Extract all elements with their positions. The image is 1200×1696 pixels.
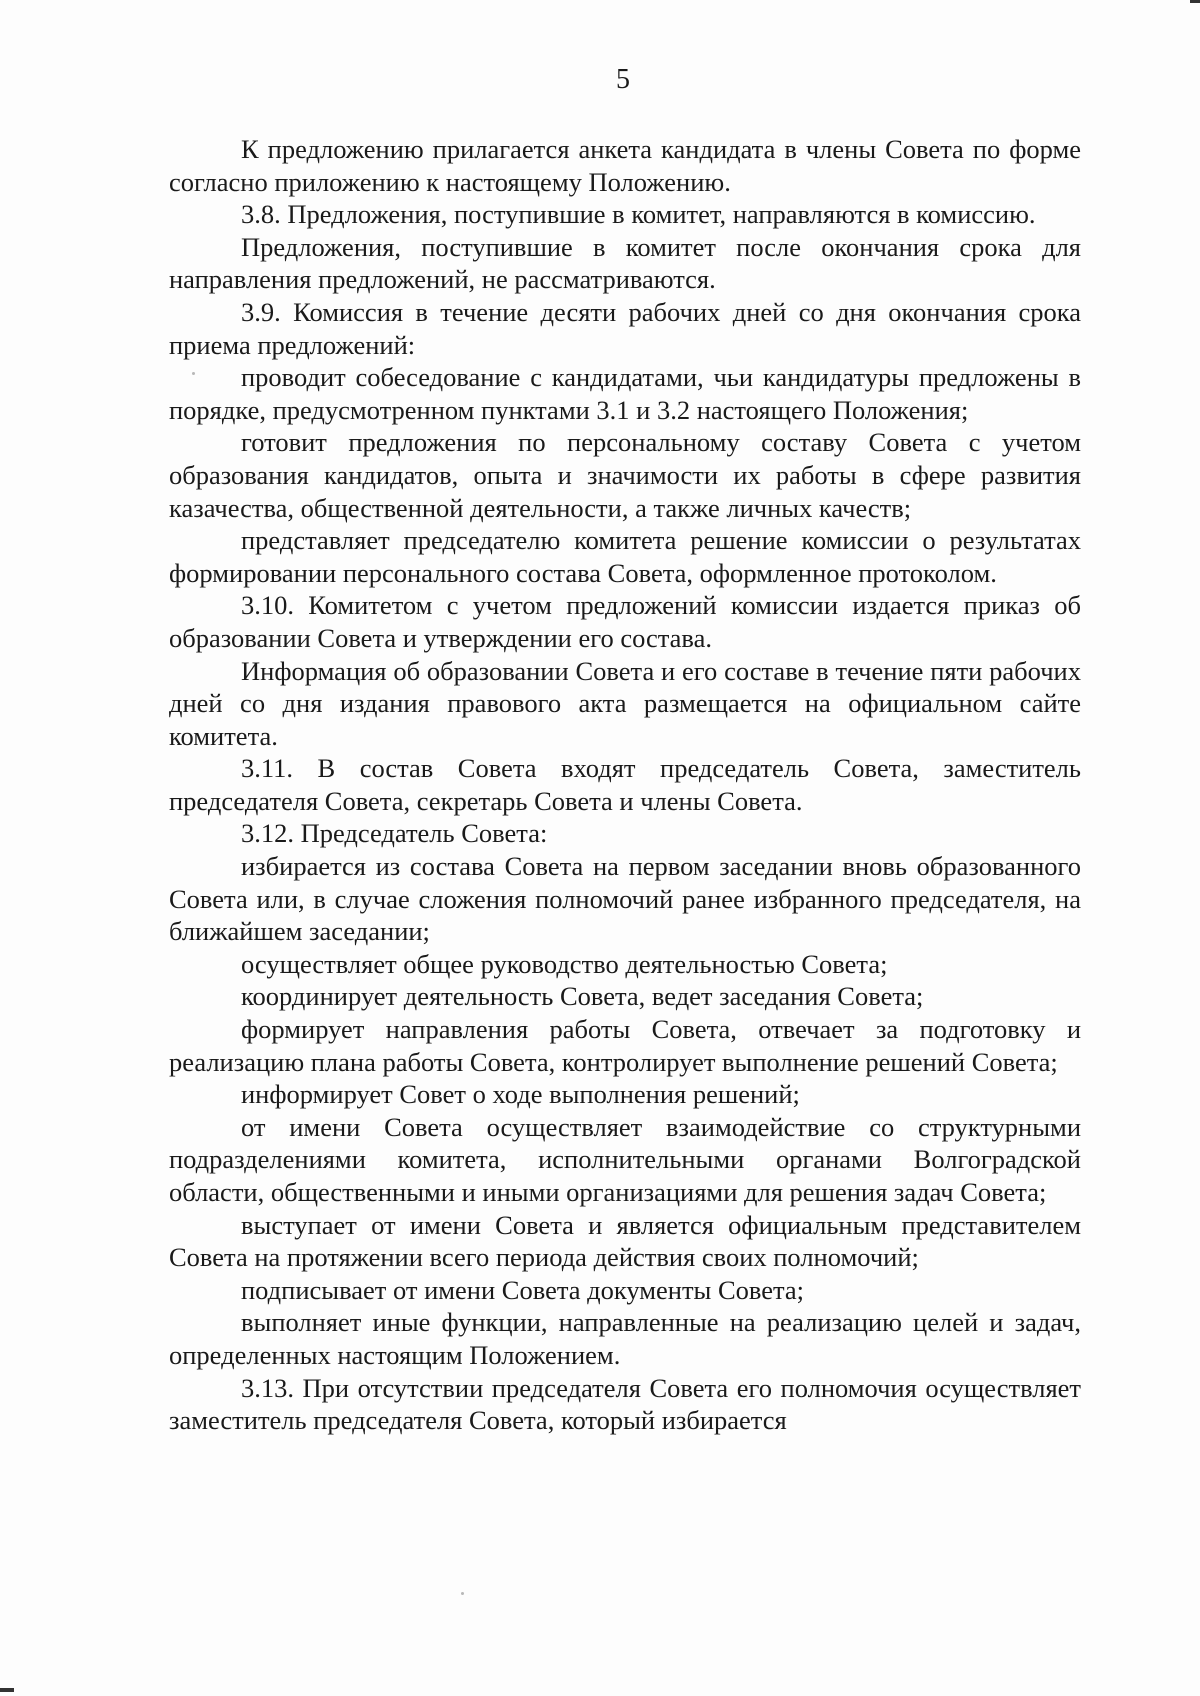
paragraph: от имени Совета осуществляет взаимодействие со структурными подразделениями комитета, исполнительными органами Волгоградской области, общественными и иными организациями для решения задач Совета; bbox=[169, 1111, 1081, 1207]
paragraph: координирует деятельность Совета, ведет заседания Совета; bbox=[241, 981, 924, 1012]
paragraph: представляет председателю комитета решение комиссии о результатах формировании персонального состава Совета, оформленное протоколом. bbox=[169, 525, 1081, 588]
scan-speck bbox=[192, 372, 195, 375]
paragraph: готовит предложения по персональному составу Совета с учетом образования кандидатов, опыта и значимости их работы в сфере развития казачества, общественной деятельности, а также личных качеств; bbox=[169, 427, 1081, 523]
paragraph: формирует направления работы Совета, отвечает за подготовку и реализацию плана работы Совета, контролирует выполнение решений Совета; bbox=[169, 1014, 1081, 1077]
document-body bbox=[169, 133, 1081, 1437]
paragraph: информирует Совет о ходе выполнения решений; bbox=[241, 1079, 800, 1110]
scan-edge-mark bbox=[1190, 0, 1200, 3]
paragraph: 3.8. Предложения, поступившие в комитет, направляются в комиссию. bbox=[241, 199, 1036, 230]
paragraph: 3.11. В состав Совета входят председатель Совета, заместитель председателя Совета, секретарь Совета и члены Совета. bbox=[169, 753, 1081, 816]
paragraph: 3.9. Комиссия в течение десяти рабочих дней со дня окончания срока приема предложений: bbox=[169, 296, 1081, 360]
paragraph: выступает от имени Совета и является официальным представителем Совета на протяжении всего периода действия своих полномочий; bbox=[169, 1209, 1081, 1273]
paragraph: 3.13. При отсутствии председателя Совета его полномочия осуществляет заместитель председателя Совета, который избирается bbox=[169, 1372, 1081, 1436]
paragraph: К предложению прилагается анкета кандидата в члены Совета по форме согласно приложению к настоящему Положению. bbox=[169, 134, 1081, 197]
paragraph: подписывает от имени Совета документы Совета; bbox=[241, 1274, 805, 1305]
paragraph: выполняет иные функции, направленные на реализацию целей и задач, определенных настоящим Положением. bbox=[169, 1307, 1081, 1370]
paragraph: 3.12. Председатель Совета: bbox=[241, 818, 548, 849]
paragraph: проводит собеседование с кандидатами, чьи кандидатуры предложены в порядке, предусмотренном пунктами 3.1 и 3.2 настоящего Положения; bbox=[169, 362, 1081, 425]
paragraph: Предложения, поступившие в комитет после окончания срока для направления предложений, не рассматриваются. bbox=[169, 231, 1081, 295]
scan-edge-mark bbox=[0, 1688, 14, 1692]
scan-speck bbox=[461, 1592, 464, 1595]
paragraph: осуществляет общее руководство деятельностью Совета; bbox=[241, 948, 888, 979]
paragraph: избирается из состава Совета на первом заседании вновь образованного Совета или, в случае сложения полномочий ранее избранного председателя, на ближайшем заседании; bbox=[169, 851, 1081, 947]
paragraph: 3.10. Комитетом с учетом предложений комиссии издается приказ об образовании Совета и утверждении его состава. bbox=[169, 590, 1081, 653]
page-number: 5 bbox=[616, 64, 630, 95]
paragraph: Информация об образовании Совета и его составе в течение пяти рабочих дней со дня издания правового акта размещается на официальном сайте комитета. bbox=[169, 655, 1081, 751]
